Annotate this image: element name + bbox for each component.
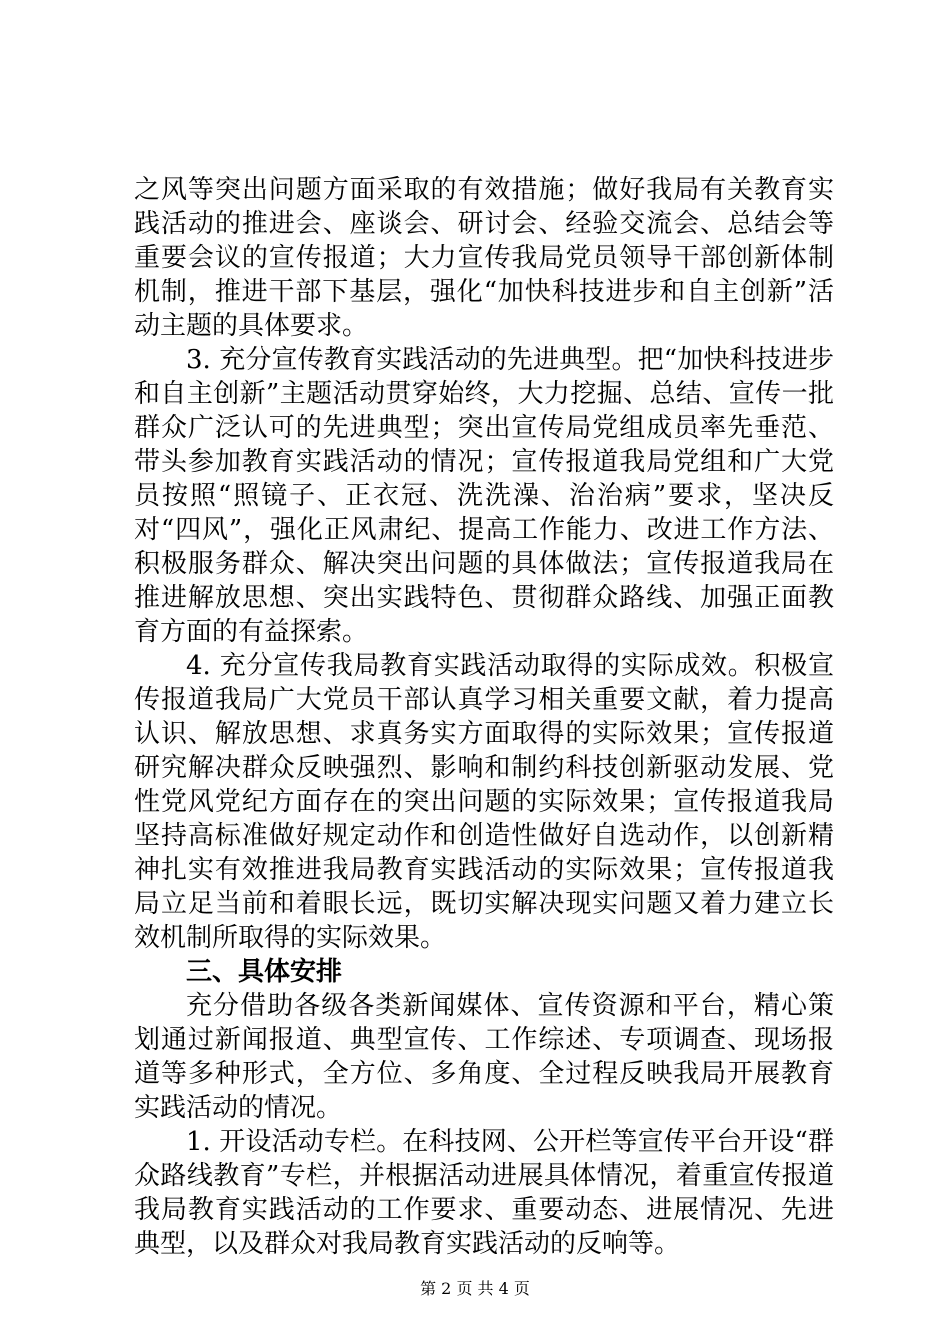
paragraph-activity-column: 1. 开设活动专栏。在科技网、公开栏等宣传平台开设“群众路线教育”专栏，并根据活动进展具体情况，着重宣传报道我局教育实践活动的工作要求、重要动态、进展情况、先进典型，以及群众对我局教育实践活动的反响等。 <box>134 1127 834 1259</box>
paragraph-continuation: 之风等突出问题方面采取的有效措施；做好我局有关教育实践活动的推进会、座谈会、研讨会、经验交流会、总结会等重要会议的宣传报道；大力宣传我局党员领导干部创新体制机制，推进干部下基层，强化“加快科技进步和自主创新”活动主题的具体要求。 <box>134 175 834 341</box>
document-body <box>134 173 834 1261</box>
paragraph-actual-results: 4. 充分宣传我局教育实践活动取得的实际成效。积极宣传报道我局广大党员干部认真学习相关重要文献，着力提高认识、解放思想、求真务实方面取得的实际效果；宣传报道研究解决群众反映强烈、影响和制约科技创新驱动发展、党性党风党纪方面存在的突出问题的实际效果；宣传报道我局坚持高标准做好规定动作和创造性做好自选动作，以创新精神扎实有效推进我局教育实践活动的实际效果；宣传报道我局立足当前和着眼长远，既切实解决现实问题又着力建立长效机制所取得的实际效果。 <box>134 651 834 953</box>
section-heading-specific-arrangements: 三、具体安排 <box>186 957 343 987</box>
paragraph-advanced-models: 3. 充分宣传教育实践活动的先进典型。把“加快科技进步和自主创新”主题活动贯穿始终，大力挖掘、总结、宣传一批群众广泛认可的先进典型；突出宣传局党组成员率先垂范、带头参加教育实践活动的情况；宣传报道我局党组和广大党员按照“照镜子、正衣冠、洗洗澡、治治病”要求，坚决反对“四风”，强化正风肃纪、提高工作能力、改进工作方法、积极服务群众、解决突出问题的具体做法；宣传报道我局在推进解放思想、突出实践特色、贯彻群众路线、加强正面教育方面的有益探索。 <box>134 345 834 647</box>
paragraph-media-overview: 充分借助各级各类新闻媒体、宣传资源和平台，精心策划通过新闻报道、典型宣传、工作综述、专项调查、现场报道等多种形式，全方位、多角度、全过程反映我局开展教育实践活动的情况。 <box>134 991 834 1123</box>
page-number-footer: 第 2 页 共 4 页 <box>420 1279 530 1298</box>
